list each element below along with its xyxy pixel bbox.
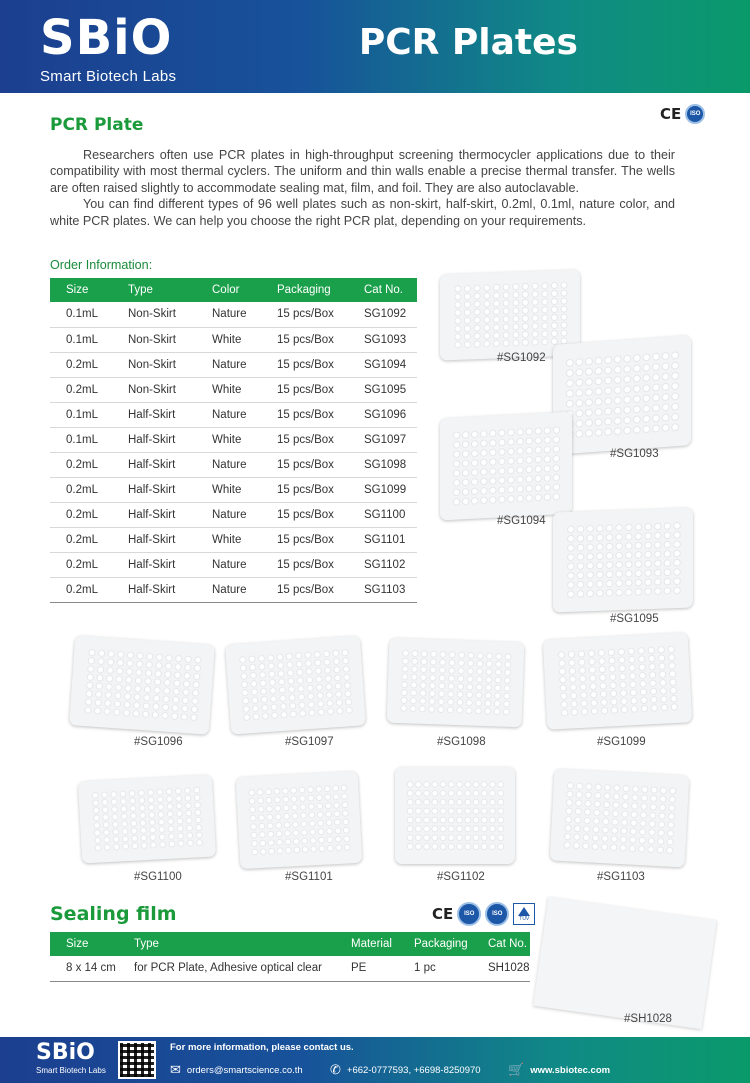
table-cell: 15 pcs/Box [277, 427, 364, 452]
table-cell: 15 pcs/Box [277, 477, 364, 502]
page-footer [0, 1037, 750, 1083]
table-cell: SG1096 [364, 402, 417, 427]
cart-icon: 🛒 [508, 1062, 525, 1077]
col-type: Type [134, 932, 351, 956]
col-catno: Cat No. [488, 932, 530, 956]
table-cell: PE [351, 956, 414, 981]
plate-image-sg1100 [78, 775, 216, 864]
tuv-badge-icon [513, 903, 535, 925]
table-cell: 0.2mL [50, 527, 128, 552]
table-cell: White [212, 427, 277, 452]
caption-sg1100: #SG1100 [134, 871, 182, 883]
table-cell: SG1102 [364, 552, 417, 577]
iso-badge-icon: ISO [457, 902, 481, 926]
table-cell: 8 x 14 cm [50, 956, 134, 981]
phone-icon: ✆ [330, 1062, 341, 1077]
col-packaging: Packaging [414, 932, 488, 956]
footer-logo [36, 1040, 106, 1075]
table-cell: for PCR Plate, Adhesive optical clear [134, 956, 351, 981]
table-cell: 0.2mL [50, 352, 128, 377]
intro-paragraph-2: You can find different types of 96 well plates such as non-skirt, half-skirt, 0.2ml, 0.1ml, nature color, and white PCR plates. We can help you choose the right PCR plat, depending on your requirements. [50, 197, 675, 228]
footer-brand-sub: Smart Biotech Labs [36, 1066, 106, 1075]
table-row [50, 427, 417, 452]
table-cell: SG1093 [364, 327, 417, 352]
table-cell: Half-Skirt [128, 402, 212, 427]
caption-sg1098: #SG1098 [437, 736, 486, 748]
caption-sg1093: #SG1093 [610, 448, 659, 460]
table-cell: Half-Skirt [128, 427, 212, 452]
brand-logo [40, 12, 176, 85]
plate-image-sg1099 [543, 632, 693, 729]
table-cell: 0.2mL [50, 452, 128, 477]
intro-text [50, 147, 675, 229]
table-row [50, 302, 417, 327]
table-cell: 0.2mL [50, 552, 128, 577]
tuv-triangle-icon [518, 907, 530, 916]
plate-image-sg1093 [553, 335, 691, 455]
intro-paragraph-1: Researchers often use PCR plates in high-throughput screening thermocycler applications due to their compatibility with most thermal cyclers. The uniform and thin walls enable a precise thermal transfer. The wells are often raised slightly to accommodate sealing mat, film, and foil. They are also autoclavable. [50, 148, 675, 195]
ce-mark-icon: CE [660, 105, 682, 123]
cert-badges-top [660, 104, 705, 124]
plate-image-sg1098 [387, 638, 525, 728]
col-type: Type [128, 278, 212, 302]
table-cell: 15 pcs/Box [277, 452, 364, 477]
table-cell: Nature [212, 577, 277, 602]
caption-sg1094: #SG1094 [497, 515, 546, 527]
col-color: Color [212, 278, 277, 302]
table-cell: Nature [212, 502, 277, 527]
table-row [50, 352, 417, 377]
col-catno: Cat No. [364, 278, 417, 302]
table-cell: 0.2mL [50, 577, 128, 602]
sealing-film-table [50, 932, 530, 982]
phone-contact[interactable] [330, 1062, 481, 1078]
table-cell: 15 pcs/Box [277, 552, 364, 577]
table-cell: 0.2mL [50, 502, 128, 527]
table-cell: Non-Skirt [128, 377, 212, 402]
table-cell: Nature [212, 452, 277, 477]
table-cell: SG1100 [364, 502, 417, 527]
caption-sg1103: #SG1103 [597, 871, 645, 883]
caption-sg1101: #SG1101 [285, 871, 333, 883]
table-cell: SG1099 [364, 477, 417, 502]
table-row [50, 552, 417, 577]
tuv-label: TÜV [519, 915, 530, 922]
table-row [50, 402, 417, 427]
caption-sg1102: #SG1102 [437, 871, 485, 883]
table-cell: 15 pcs/Box [277, 327, 364, 352]
table-cell: 15 pcs/Box [277, 577, 364, 602]
table-cell: 0.1mL [50, 327, 128, 352]
table-cell: Non-Skirt [128, 327, 212, 352]
table-cell: White [212, 527, 277, 552]
table-cell: Half-Skirt [128, 552, 212, 577]
brand-subtitle: Smart Biotech Labs [40, 68, 177, 85]
table-header-row [50, 278, 417, 302]
table-cell: Nature [212, 352, 277, 377]
table-cell: Half-Skirt [128, 577, 212, 602]
table-cell: 15 pcs/Box [277, 502, 364, 527]
table-cell: Non-Skirt [128, 352, 212, 377]
table-row [50, 527, 417, 552]
plate-image-sg1102 [395, 767, 515, 864]
brand-name: SBiO [40, 10, 173, 66]
table-cell: Half-Skirt [128, 452, 212, 477]
table-cell: SG1101 [364, 527, 417, 552]
table-cell: 15 pcs/Box [277, 527, 364, 552]
order-info-label: Order Information: [50, 258, 153, 272]
mail-icon: ✉ [170, 1062, 181, 1077]
section-title-pcr-plate: PCR Plate [50, 115, 144, 135]
table-cell: Half-Skirt [128, 502, 212, 527]
table-row [50, 377, 417, 402]
table-cell: Half-Skirt [128, 527, 212, 552]
table-row [50, 452, 417, 477]
table-row [50, 577, 417, 602]
caption-sg1097: #SG1097 [285, 736, 334, 748]
table-cell: White [212, 477, 277, 502]
caption-sh1028: #SH1028 [624, 1013, 672, 1025]
caption-sg1095: #SG1095 [610, 613, 659, 625]
table-cell: SG1094 [364, 352, 417, 377]
table-row [50, 956, 530, 981]
table-cell: Nature [212, 402, 277, 427]
table-cell: 0.1mL [50, 302, 128, 327]
plate-image-sg1097 [225, 635, 366, 734]
email-text[interactable]: orders@smartscience.co.th [186, 1064, 303, 1076]
web-text[interactable]: www.sbiotec.com [530, 1064, 611, 1076]
caption-sg1092: #SG1092 [497, 352, 546, 364]
table-cell: 15 pcs/Box [277, 377, 364, 402]
contact-heading: For more information, please contact us. [170, 1042, 354, 1053]
sealing-film-image [533, 897, 717, 1030]
phone-text[interactable]: +662-0777593, +6698-8250970 [346, 1064, 481, 1076]
table-cell: 15 pcs/Box [277, 352, 364, 377]
table-cell: SG1097 [364, 427, 417, 452]
table-cell: 0.2mL [50, 477, 128, 502]
page-title: PCR Plates [358, 22, 578, 63]
section-title-sealing-film: Sealing film [50, 903, 177, 925]
table-cell: 0.1mL [50, 427, 128, 452]
page-header [0, 0, 750, 93]
table-cell: SG1103 [364, 577, 417, 602]
col-size: Size [50, 932, 134, 956]
email-contact[interactable] [170, 1062, 303, 1078]
col-packaging: Packaging [277, 278, 364, 302]
table-cell: 15 pcs/Box [277, 302, 364, 327]
qr-code[interactable] [118, 1041, 156, 1079]
cert-badges-film [432, 902, 535, 926]
plate-image-sg1094 [440, 412, 572, 521]
plate-image-sg1103 [550, 769, 690, 868]
col-size: Size [50, 278, 128, 302]
table-header-row [50, 932, 530, 956]
order-table [50, 278, 417, 603]
table-row [50, 327, 417, 352]
table-row [50, 477, 417, 502]
table-cell: 0.2mL [50, 377, 128, 402]
col-material: Material [351, 932, 414, 956]
table-cell: SG1095 [364, 377, 417, 402]
ce-mark-icon: CE [432, 905, 454, 923]
table-cell: 0.1mL [50, 402, 128, 427]
table-cell: Nature [212, 552, 277, 577]
table-row [50, 502, 417, 527]
table-cell: 1 pc [414, 956, 488, 981]
plate-image-sg1095 [553, 508, 693, 613]
table-cell: Non-Skirt [128, 302, 212, 327]
table-cell: Half-Skirt [128, 477, 212, 502]
plate-image-sg1096 [69, 635, 215, 735]
table-cell: SG1092 [364, 302, 417, 327]
caption-sg1099: #SG1099 [597, 736, 646, 748]
iso-badge-icon: ISO [485, 902, 509, 926]
table-cell: White [212, 327, 277, 352]
table-cell: SG1098 [364, 452, 417, 477]
table-cell: Nature [212, 302, 277, 327]
plate-image-sg1101 [236, 771, 363, 869]
table-cell: SH1028 [488, 956, 530, 981]
iso-badge-icon: ISO [685, 104, 705, 124]
footer-brand: SBiO [36, 1040, 95, 1065]
table-cell: 15 pcs/Box [277, 402, 364, 427]
table-cell: White [212, 377, 277, 402]
web-contact[interactable] [508, 1062, 610, 1078]
caption-sg1096: #SG1096 [134, 736, 183, 748]
